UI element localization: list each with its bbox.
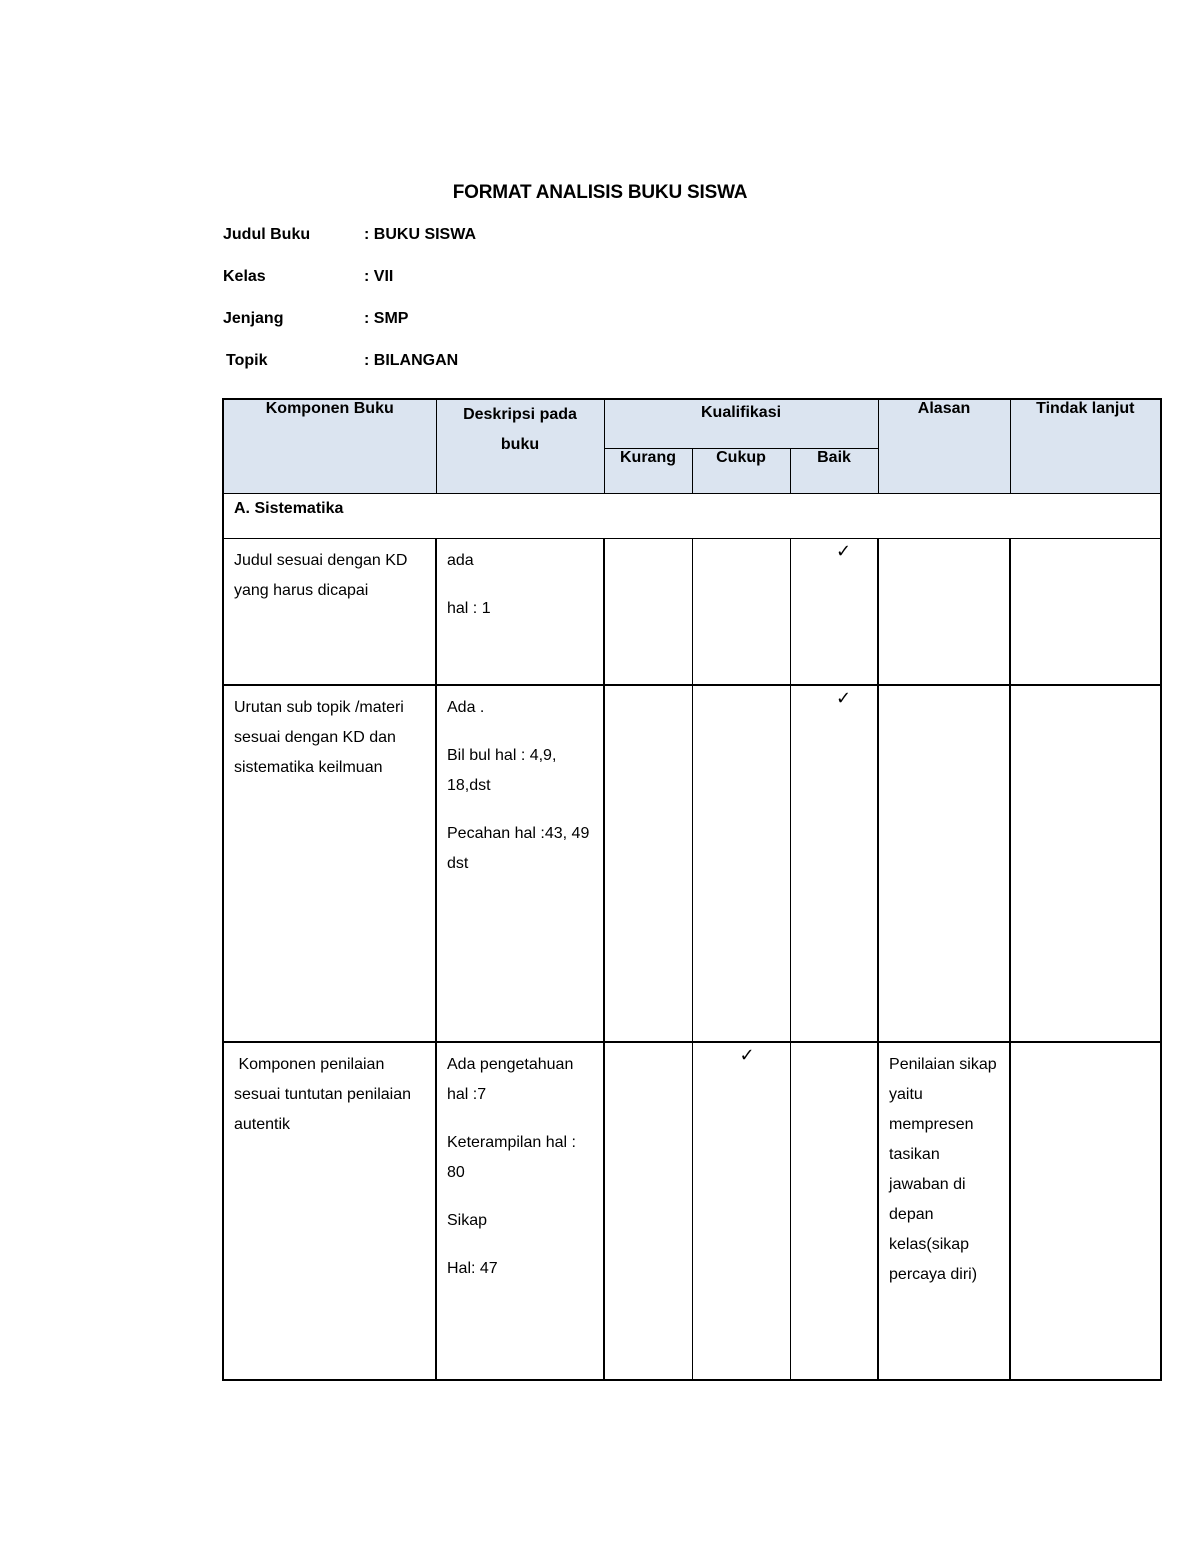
cell-komponen <box>223 1042 436 1380</box>
alasan-text <box>879 539 1009 546</box>
cell-cukup <box>692 685 790 1042</box>
cell-komponen <box>223 539 436 686</box>
header-kualifikasi: Kualifikasi <box>604 399 878 449</box>
alasan-text: Penilaian sikap yaitu mempresen tasikan jawaban di depan kelas(sikap percaya diri) <box>889 1056 997 1283</box>
tindak-text <box>1011 539 1160 546</box>
header-cukup: Cukup <box>692 449 790 494</box>
deskripsi-line: Ada . <box>447 699 485 716</box>
meta-value: : SMP <box>364 310 409 327</box>
cell-tindak-lanjut <box>1010 685 1161 1042</box>
deskripsi-text <box>437 1043 603 1284</box>
cell-tindak-lanjut <box>1010 539 1161 686</box>
deskripsi-text <box>437 539 603 624</box>
header-tindak-lanjut: Tindak lanjut <box>1010 399 1161 494</box>
deskripsi-line: Sikap <box>447 1212 488 1229</box>
meta-value: : BILANGAN <box>364 352 459 369</box>
meta-label: Kelas <box>223 268 266 285</box>
cell-kurang <box>604 1042 692 1380</box>
header-komponen: Komponen Buku <box>223 399 436 494</box>
section-label: A. Sistematika <box>234 500 344 517</box>
cell-deskripsi <box>436 539 604 686</box>
meta-value: : VII <box>364 268 394 285</box>
section-sistematika <box>223 494 1161 539</box>
deskripsi-line: Pecahan hal :43, 49 dst <box>447 825 590 872</box>
header-baik: Baik <box>790 449 878 494</box>
table-row <box>223 1042 1161 1380</box>
deskripsi-line: Keterampilan hal : 80 <box>447 1134 576 1181</box>
cell-baik <box>790 539 878 686</box>
meta-label: Topik <box>226 352 268 369</box>
cell-deskripsi <box>436 685 604 1042</box>
cell-kurang <box>604 685 692 1042</box>
alasan-text <box>879 686 1009 693</box>
cell-tindak-lanjut <box>1010 1042 1161 1380</box>
cell-baik <box>790 685 878 1042</box>
deskripsi-line: Bil bul hal : 4,9, 18,dst <box>447 747 557 794</box>
tindak-text <box>1011 686 1160 693</box>
tindak-text <box>1011 1043 1160 1050</box>
deskripsi-line: Ada pengetahuan hal :7 <box>447 1056 574 1103</box>
cell-alasan <box>878 539 1010 686</box>
document-title: FORMAT ANALISIS BUKU SISWA <box>452 182 748 203</box>
deskripsi-line: hal : 1 <box>447 600 491 617</box>
deskripsi-line: ada <box>447 552 474 569</box>
cell-alasan <box>878 685 1010 1042</box>
cell-deskripsi <box>436 1042 604 1380</box>
deskripsi-line: Hal: 47 <box>447 1260 498 1277</box>
check-icon: ✓ <box>739 1045 755 1065</box>
meta-label: Jenjang <box>223 310 284 327</box>
meta-label: Judul Buku <box>223 226 311 243</box>
header-deskripsi-text: Deskripsi pada buku <box>463 406 577 453</box>
table-row <box>223 685 1161 1042</box>
cell-cukup <box>692 1042 790 1380</box>
cell-kurang <box>604 539 692 686</box>
table-row <box>223 539 1161 686</box>
header-deskripsi <box>436 399 604 494</box>
cell-komponen <box>223 685 436 1042</box>
analysis-table <box>222 398 1162 1381</box>
check-icon: ✓ <box>835 688 852 708</box>
meta-value: : BUKU SISWA <box>364 226 476 243</box>
check-icon: ✓ <box>835 541 852 561</box>
komponen-text: Judul sesuai dengan KD yang harus dicapai <box>234 552 408 599</box>
cell-baik <box>790 1042 878 1380</box>
komponen-text: Komponen penilaian sesuai tuntutan penilaian autentik <box>234 1056 416 1133</box>
header-alasan: Alasan <box>878 399 1010 494</box>
cell-alasan <box>878 1042 1010 1380</box>
header-kurang: Kurang <box>604 449 692 494</box>
deskripsi-text <box>437 686 603 879</box>
komponen-text: Urutan sub topik /materi sesuai dengan KD dan sistematika keilmuan <box>234 699 404 776</box>
cell-cukup <box>692 539 790 686</box>
